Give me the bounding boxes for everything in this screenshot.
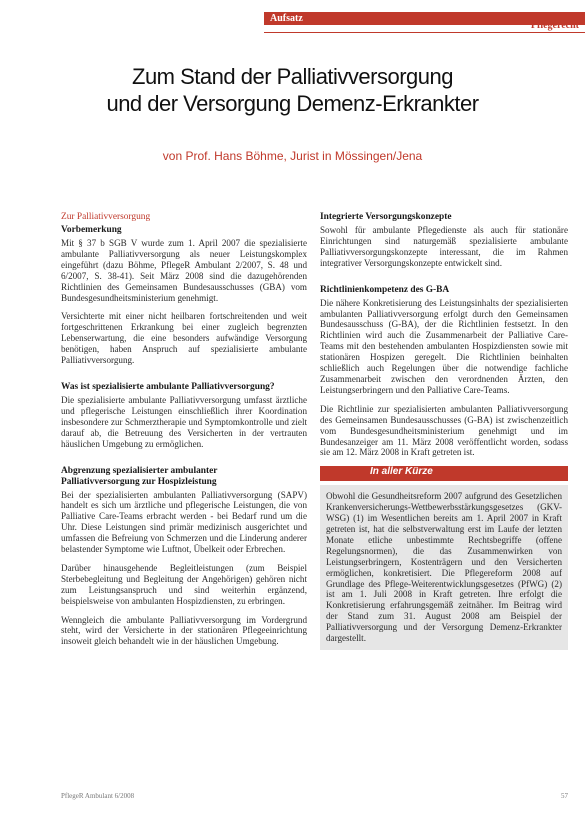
question-paragraph: Die spezialisierte ambulante Palliativversorgung umfasst ärztliche und pflegerische Leistungen einschließlich ihrer Koordination insbesondere zur Schmerztherapie und Symptomkontrolle und zielt darauf ab, die Betreuung des Versicherten in der vertrauten häuslichen Umgebung zu ermöglichen. xyxy=(61,394,307,449)
integrated-care-paragraph: Sowohl für ambulante Pflegedienste als auch für stationäre Einrichtungen sind naturgemäß spezialisierte ambulante Palliativversorgungskonzepte interessant, die im Rahmen integrativer Versorgungskonzepte entwickelt sind. xyxy=(320,225,568,268)
section-heading: Zur Palliativversorgung xyxy=(61,212,151,222)
rubric-label: Pflegerecht xyxy=(530,20,579,31)
integrated-care-heading: Integrierte Versorgungskonzepte xyxy=(320,212,452,222)
question-heading: Was ist spezialisierte ambulante Palliativversorgung? xyxy=(61,381,275,392)
abgrenzung-paragraph-3: Wenngleich die ambulante Palliativversorgung im Vordergrund steht, wird der Versicherte in der stationären Pflegeeinrichtung insoweit gleich behandelt wie in der häuslichen Umgebung. xyxy=(61,614,307,647)
guideline-heading: Richtlinienkompetenz des G-BA xyxy=(320,284,450,295)
abgrenzung-heading-line1: Abgrenzung spezialisierter ambulanter xyxy=(61,465,218,476)
header-rule xyxy=(264,32,585,33)
right-column xyxy=(320,212,568,650)
footer-journal: PflegeR Ambulant 6/2008 xyxy=(61,792,135,800)
article-author: von Prof. Hans Böhme, Jurist in Mössingen/Jena xyxy=(162,149,423,163)
vorbemerkung-heading: Vorbemerkung xyxy=(61,225,122,235)
summary-box-paragraph: Obwohl die Gesundheitsreform 2007 aufgrund des Gesetzlichen Krankenversicherungs-Wettbewerbsstärkungsgesetzes (GKV-WSG) (1) im Wesentlichen bereits am 1. April 2007 in Kraft getreten ist, hat die selbstverwaltung erst im Laufe der letzten Monate etliche unbestimmte Rechtsbegriffe (offene Regelungsnormen), die das Zusammenwirken von Leistungserbringern, Kostenträgern und den Versicherten ermöglichen, konkretisiert. Die Pflegereform 2008 auf Grundlage des Pflege-Weiterentwicklungsgesetzes (PfWG) (2) ist am 1. Juli 2008 in Kraft getreten. Ihre erfolgt die Konkretisierung erfahrungsgemäß zeitnäher. Im Beitrag wird der Stand zum 31. August 2008 am Beispiel der Palliativversorgung und der Versorgung Demenz-Erkrankter dargestellt. xyxy=(326,491,562,644)
vorbemerkung-paragraph-2: Versichterte mit einer nicht heilbaren fortschreitenden und weit fortgeschrittenen Erkrankung bei einer zugleich begrenzten Lebenserwartung, die eine besonders aufwändige Versorgung benötigen, haben Anspruch auf spezialisierte ambulante Palliativversorgung. xyxy=(61,311,307,366)
guideline-paragraph-1: Die nähere Konkretisierung des Leistungsinhalts der spezialisierten ambulanten Palliativversorgung erfolgt durch den Gemeinsamen Bundesausschuss (G-BA), der die Richtlinien festsetzt. In den Richtlinien wird auch die Zusammenarbeit der Palliative Care-Teams mit den bestehenden ambulanten Hospizdiensten sowie mit stationären Hospizen geregelt. Die Richtlinien beinhalten schließlich auch Regelungen über die notwendige fachliche Zusammenarbeit zwischen den verordnenden Ärzten, den Leistungserbringern und den Palliative Care-Teams. xyxy=(320,297,568,395)
summary-box-title: In aller Kürze xyxy=(370,466,433,478)
abgrenzung-heading-line2: Palliativversorgung zur Hospizleistung xyxy=(61,476,217,487)
left-column xyxy=(61,212,307,655)
abgrenzung-paragraph-2: Darüber hinausgehende Begleitleistungen (zum Beispiel Sterbebegleitung und Begleitung der Angehörigen) gehören nicht zum Leistungsanspruch und sind weiterhin ergänzend, beispielsweise von ambulanten Hospizdiensten, zu erbringen. xyxy=(61,562,307,606)
vorbemerkung-paragraph-1: Mit § 37 b SGB V wurde zum 1. April 2007 die spezialisierte ambulante Palliativversorgung als neuer Leistungskomplex eingeführt (dazu Böhme, PflegeR Ambulant 2/2007, S. 48 und 6/2007, S. 38-41). Seit März 2008 sind die dazugehörenden Richtlinien des Gemeinsamen Bundesausschusses (GBA) vom Bundesgesundheitsministerium genehmigt. xyxy=(61,238,307,303)
abgrenzung-paragraph-1: Bei der spezialisierten ambulanten Palliativversorgung (SAPV) handelt es sich um ärztliche und pflegerische Leistungen, die von Palliative Care-Teams erbracht werden - bei Bedarf rund um die Uhr. Diese Leistungen sind primär medizinisch ausgerichtet und umfassen die Befreiung von Schmerzen und die Linderung anderer belastender Symptome wie Luftnot, Übelkeit oder Erbrechen. xyxy=(61,489,307,555)
page-number: 57 xyxy=(561,792,568,800)
summary-box xyxy=(320,485,568,650)
kicker-label: Aufsatz xyxy=(270,13,303,24)
guideline-paragraph-2: Die Richtlinie zur spezialisierten ambulanten Palliativversorgung des Gemeinsamen Bundesausschusses (G-BA) ist zwischenzeitlich vom Bundesgesundheitsministerium genehmigt und im Bundesanzeiger am 11. März 2008 veröffentlicht worden, sodass sie am 12. März 2008 in Kraft getreten ist. xyxy=(320,403,568,458)
page-footer xyxy=(61,792,568,800)
article-title-line1: Zum Stand der Palliativversorgung xyxy=(132,64,453,89)
summary-box-header xyxy=(320,466,568,481)
article-title-line2: und der Versorgung Demenz-Erkrankter xyxy=(106,91,479,116)
